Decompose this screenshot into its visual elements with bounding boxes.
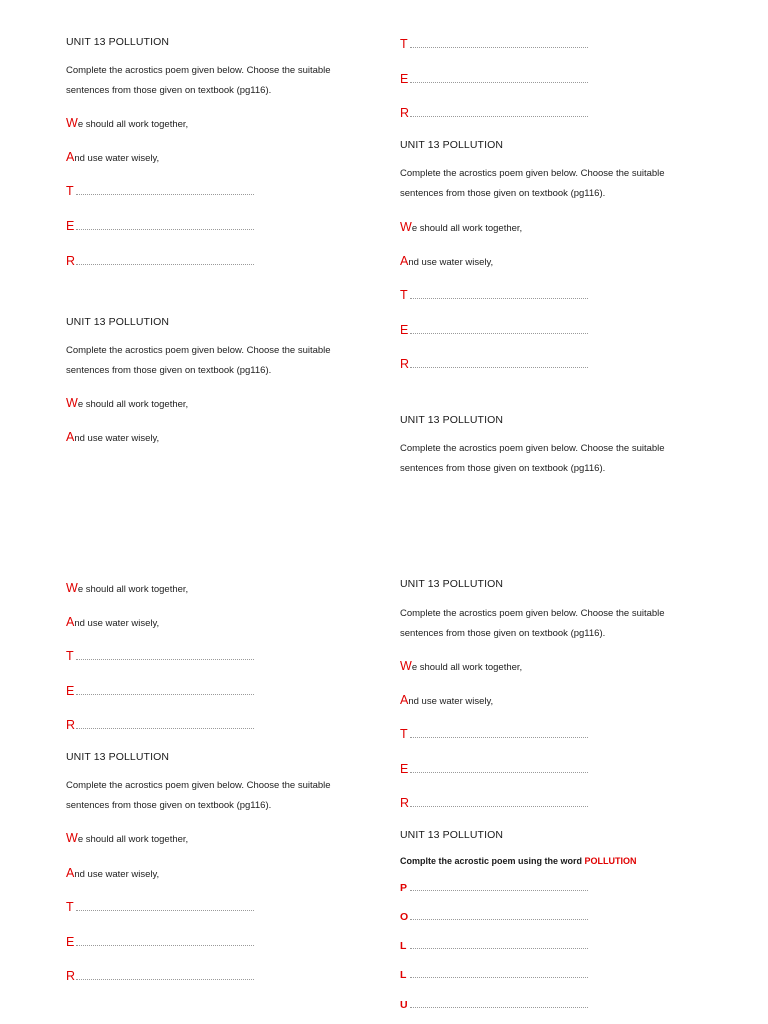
- instruction-text: Complete the acrostics poem given below. Choose the suitable sentences from those given on textbook (pg116).: [400, 443, 665, 474]
- dotted-answer-line: [76, 979, 254, 980]
- poem-line-text: nd use water wisely,: [74, 869, 160, 880]
- poem-line-a: [400, 693, 493, 707]
- fill-line-t[interactable]: [66, 184, 256, 198]
- poem-line-w: [66, 831, 188, 845]
- fill-line-r[interactable]: [400, 106, 590, 120]
- pollution-instruction: [400, 856, 637, 866]
- instruction-text: Complete the acrostics poem given below. Choose the suitable sentences from those given on textbook (pg116).: [400, 608, 665, 639]
- fill-line-e[interactable]: [400, 762, 590, 776]
- poem-line-w: [66, 116, 188, 130]
- dotted-answer-line: [76, 728, 254, 729]
- dotted-answer-line: [410, 948, 588, 949]
- dotted-answer-line: [410, 333, 588, 334]
- red-initial: R: [66, 718, 76, 732]
- fill-line-t[interactable]: [400, 288, 590, 302]
- red-initial: R: [400, 106, 410, 120]
- dotted-answer-line: [410, 737, 588, 738]
- poem-line-text: e should all work together,: [77, 399, 189, 410]
- dotted-answer-line: [410, 1007, 588, 1008]
- fill-line-r[interactable]: [66, 969, 256, 983]
- red-initial: W: [66, 396, 78, 410]
- unit-title: UNIT 13 POLLUTION: [66, 751, 170, 763]
- unit-title: UNIT 13 POLLUTION: [66, 36, 170, 48]
- unit-title: UNIT 13 POLLUTION: [400, 578, 504, 590]
- fill-line-e[interactable]: [66, 935, 256, 949]
- dotted-answer-line: [76, 264, 254, 265]
- fill-line-e[interactable]: [400, 72, 590, 86]
- red-initial: E: [400, 72, 409, 86]
- poem-line-w: [66, 396, 188, 410]
- poem-line-w: [400, 659, 522, 673]
- fill-line-e[interactable]: [66, 219, 256, 233]
- poem-line-a: [66, 150, 159, 164]
- red-initial: W: [400, 220, 412, 234]
- red-initial: R: [66, 254, 76, 268]
- poem-line-text: nd use water wisely,: [408, 257, 494, 268]
- dotted-answer-line: [76, 910, 254, 911]
- red-initial: U: [400, 999, 408, 1011]
- unit-title: UNIT 13 POLLUTION: [400, 414, 504, 426]
- red-initial: R: [400, 796, 410, 810]
- red-initial: T: [66, 649, 74, 663]
- poem-line-text: nd use water wisely,: [408, 696, 494, 707]
- fill-line-r[interactable]: [400, 796, 590, 810]
- poem-line-w: [400, 220, 522, 234]
- fill-line-r[interactable]: [400, 357, 590, 371]
- unit-title: UNIT 13 POLLUTION: [66, 316, 170, 328]
- dotted-answer-line: [410, 298, 588, 299]
- poem-line-text: e should all work together,: [411, 223, 523, 234]
- dotted-answer-line: [410, 890, 588, 891]
- fill-line-o[interactable]: [400, 909, 590, 923]
- red-initial: T: [66, 184, 74, 198]
- poem-line-a: [400, 254, 493, 268]
- fill-line-t[interactable]: [66, 900, 256, 914]
- red-initial: E: [400, 323, 409, 337]
- instruction-word: POLLUTION: [584, 856, 637, 866]
- red-initial: T: [400, 727, 408, 741]
- red-initial: W: [400, 659, 412, 673]
- red-initial: E: [66, 935, 75, 949]
- red-initial: E: [66, 219, 75, 233]
- dotted-answer-line: [410, 47, 588, 48]
- poem-line-text: nd use water wisely,: [74, 153, 160, 164]
- red-initial: A: [400, 693, 409, 707]
- poem-line-text: e should all work together,: [77, 119, 189, 130]
- unit-title: UNIT 13 POLLUTION: [400, 139, 504, 151]
- fill-line-l[interactable]: [400, 938, 590, 952]
- fill-line-l2[interactable]: [400, 967, 590, 981]
- red-initial: R: [400, 357, 410, 371]
- red-initial: P: [400, 882, 408, 894]
- dotted-answer-line: [76, 229, 254, 230]
- dotted-answer-line: [76, 194, 254, 195]
- fill-line-u[interactable]: [400, 997, 590, 1011]
- red-initial: W: [66, 116, 78, 130]
- red-initial: L: [400, 940, 407, 952]
- red-initial: T: [400, 37, 408, 51]
- poem-line-text: e should all work together,: [411, 662, 523, 673]
- red-initial: A: [66, 150, 75, 164]
- poem-line-a: [66, 615, 159, 629]
- fill-line-t[interactable]: [400, 727, 590, 741]
- dotted-answer-line: [410, 919, 588, 920]
- fill-line-r[interactable]: [66, 254, 256, 268]
- instruction-prefix: Complte the acrostic poem using the word: [400, 856, 585, 866]
- fill-line-t[interactable]: [66, 649, 256, 663]
- dotted-answer-line: [76, 659, 254, 660]
- dotted-answer-line: [410, 367, 588, 368]
- poem-line-text: nd use water wisely,: [74, 433, 160, 444]
- fill-line-p[interactable]: [400, 880, 590, 894]
- fill-line-e[interactable]: [66, 684, 256, 698]
- red-initial: L: [400, 969, 407, 981]
- poem-line-w: [66, 581, 188, 595]
- instruction-text: Complete the acrostics poem given below. Choose the suitable sentences from those given on textbook (pg116).: [66, 345, 331, 376]
- fill-line-e[interactable]: [400, 323, 590, 337]
- unit-title: UNIT 13 POLLUTION: [400, 829, 504, 841]
- red-initial: T: [66, 900, 74, 914]
- red-initial: W: [66, 581, 78, 595]
- poem-line-text: nd use water wisely,: [74, 618, 160, 629]
- poem-line-a: [66, 866, 159, 880]
- red-initial: O: [400, 911, 409, 923]
- poem-line-text: e should all work together,: [77, 584, 189, 595]
- dotted-answer-line: [410, 82, 588, 83]
- red-initial: A: [66, 430, 75, 444]
- fill-line-t[interactable]: [400, 37, 590, 51]
- instruction-text: Complete the acrostics poem given below. Choose the suitable sentences from those given on textbook (pg116).: [66, 780, 331, 811]
- fill-line-r[interactable]: [66, 718, 256, 732]
- dotted-answer-line: [410, 806, 588, 807]
- red-initial: E: [400, 762, 409, 776]
- red-initial: A: [66, 866, 75, 880]
- poem-line-text: e should all work together,: [77, 834, 189, 845]
- red-initial: E: [66, 684, 75, 698]
- red-initial: A: [400, 254, 409, 268]
- red-initial: W: [66, 831, 78, 845]
- poem-line-a: [66, 430, 159, 444]
- dotted-answer-line: [410, 977, 588, 978]
- red-initial: T: [400, 288, 408, 302]
- dotted-answer-line: [410, 772, 588, 773]
- instruction-text: Complete the acrostics poem given below. Choose the suitable sentences from those given on textbook (pg116).: [66, 65, 331, 96]
- dotted-answer-line: [410, 116, 588, 117]
- red-initial: R: [66, 969, 76, 983]
- instruction-text: Complete the acrostics poem given below. Choose the suitable sentences from those given on textbook (pg116).: [400, 168, 665, 199]
- red-initial: A: [66, 615, 75, 629]
- dotted-answer-line: [76, 945, 254, 946]
- dotted-answer-line: [76, 694, 254, 695]
